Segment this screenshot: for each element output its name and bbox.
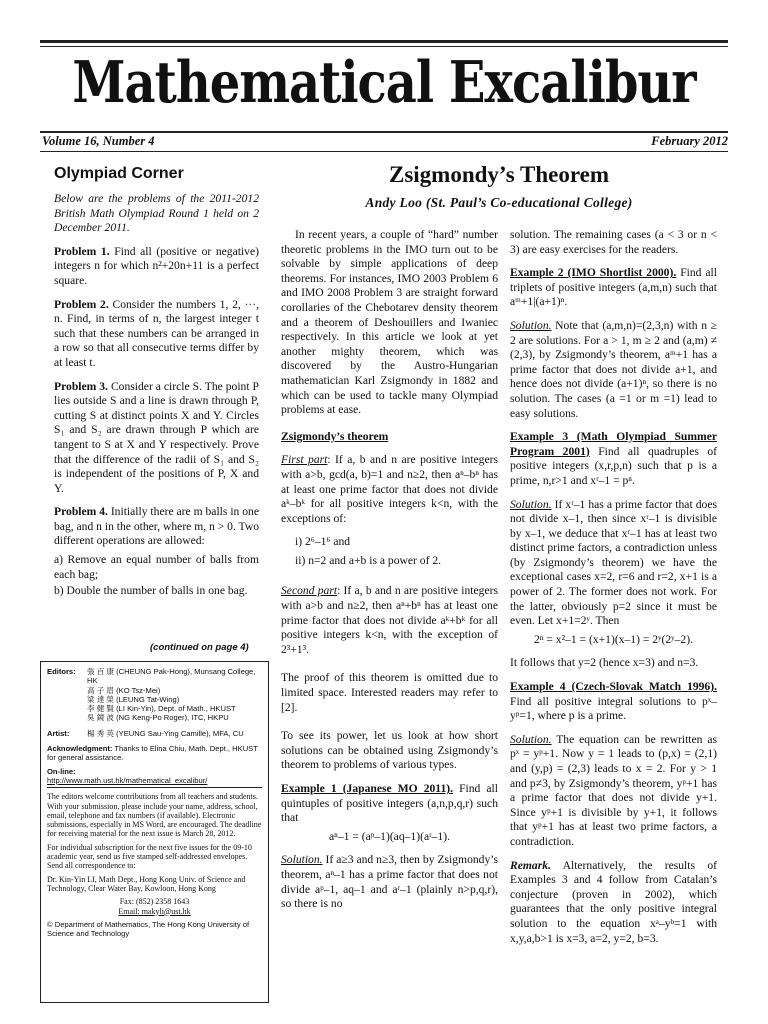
- editors-label: Editors:: [47, 667, 76, 676]
- editorial-box: [40, 661, 269, 1003]
- problem-4: [54, 505, 259, 549]
- problem-1-text: Find all (positive or negative) integers n for which n²+20n+11 is a perfect square.: [54, 244, 259, 287]
- example-1: [281, 782, 498, 826]
- example-2: [510, 266, 717, 310]
- subscription-text: For individual subscription for the next five issues for the 09-10 academic year, send us five stamped self-addressed envelopes. Send all correspondence to:: [47, 842, 252, 871]
- example-4-solution-label: Solution.: [510, 732, 552, 746]
- theorem-heading: Zsigmondy’s theorem: [281, 429, 389, 443]
- example-2-solution-text: Note that (a,m,n)=(2,3,n) with n ≥ 2 are solutions. For a > 1, m ≥ 2 and (a,m) ≠ (2,3), by Zsigmondy’s theorem, aᵐ+1 has a prime factor that does not divide a+1, and hence does not divide (a+1)ⁿ, so there is no solution. The cases (a =1 or m =1) lead to easy solutions.: [510, 318, 717, 420]
- remark-text: Alternatively, the results of Examples 3 and 4 follow from Catalan’s conjecture (proven in 2002), which guarantees that the only positive integral solution to the equation xᵃ–yᵇ=1 with x,y,a,b>1 is x=3, a=2, y=2, b=3.: [510, 858, 717, 945]
- article-title: Zsigmondy’s Theorem: [388, 162, 610, 187]
- continued-note: (continued on page 4): [150, 642, 249, 653]
- address-text: Dr. Kin-Yin LI, Math Dept., Hong Kong Univ. of Science and Technology, Clear Water Bay, Kowloon, Hong Kong: [47, 874, 246, 893]
- online: [47, 767, 262, 786]
- issue-volume: Volume 16, Number 4: [42, 134, 155, 148]
- problem-3-label: Problem 3.: [54, 379, 108, 393]
- example-3-solution-text: If xʳ–1 has a prime factor that does not divide x–1, then since xʳ–1 is divisible by x–1, we deduce that xʳ–1 has at least two distinct prime factors, a contradiction unless (by Zsigmondy’s theorem) we have the exceptional cases x=2, r=6 and r=2, x+1 is a power of 2. The former does not work. For the latter, obviously p=2 since it must be even. Let x+1=2ʸ. Then: [510, 497, 717, 628]
- issue-date: February 2012: [651, 134, 728, 148]
- masthead-title: Mathematical Excalibur: [72, 50, 696, 117]
- problem-3: [54, 380, 259, 497]
- exception-1: i) 2⁶–1⁶ and: [295, 535, 351, 549]
- acknowledgment: [47, 744, 262, 763]
- example-2-heading: Example 2 (IMO Shortlist 2000).: [510, 266, 677, 280]
- ack-label: Acknowledgment:: [47, 744, 113, 754]
- exception-2: ii) n=2 and a+b is a power of 2.: [295, 553, 442, 567]
- example-1-heading: Example 1 (Japanese MO 2011).: [281, 782, 454, 795]
- example-4-solution-text: The equation can be rewritten as pˣ = yᵖ+1. Now y = 1 leads to (p,x) = (2,1) and (y,p) = (2,3) leads to x = 2. For y > 1 and p≠3, by Zsigmondy’s theorem, yᵖ+1 has a prime factor that does not divide y+1. Since yᵖ+1 is divisible by y+1, it follows that yᵖ+1 has at least two prime factors, a contradiction.: [510, 732, 717, 848]
- editors-row: [47, 667, 262, 723]
- artist-row: [47, 729, 262, 738]
- remark: [510, 859, 717, 947]
- article-intro: In recent years, a couple of “hard” number theoretic problems in the IMO turn out to be solvable by simple applications of deep theorems. For instances, IMO 2003 Problem 6 and IMO 2008 Problem 3 are straight forward corollaries of the Chebotarev density theorem and a theorem of Deshouillers and Iwaniec respectively. In this article we look at yet another mighty theorem, which was discovered by the Austro-Hungarian mathematician Karl Zsigmondy in 1882 and which can be used to tackle many Olympiad problems at ease.: [281, 228, 498, 417]
- problem-1: [54, 245, 259, 289]
- editor-3: 梁 達 榮 (LEUNG Tat-Wing): [87, 694, 180, 704]
- problem-4-option-a: a) Remove an equal number of balls from each bag;: [54, 553, 259, 581]
- editor-5: 吳 鏡 波 (NG Keng-Po Roger), ITC, HKPU: [87, 713, 229, 723]
- example-2-solution: [510, 319, 717, 421]
- article-column-2: [510, 228, 717, 955]
- example-1-text: Find all quintuples of positive integers (a,n,p,q,r) such that: [281, 782, 498, 825]
- online-label: On-line:: [47, 766, 76, 776]
- top-rule-thick: [40, 40, 728, 43]
- artist-label: Artist:: [47, 728, 70, 738]
- fax-text: Fax: (852) 2358 1643: [119, 897, 190, 907]
- top-rule-thin: [40, 46, 728, 47]
- example-4-heading: Example 4 (Czech-Slovak Match 1996).: [510, 680, 717, 694]
- editor-4: 李 健 賢 (LI Kin-Yin), Dept. of Math., HKUST: [87, 704, 236, 714]
- second-part-text: : If a, b and n are positive integers with a>b and n≥2, then aⁿ+bⁿ has at least one prime factor that does not divide aᵏ+bᵏ for all positive integers k<n, with the exception of 2³+1³.: [281, 584, 498, 656]
- olympiad-column: [54, 192, 259, 608]
- example-1-equation: aⁿ–1 = (aᵖ–1)(aq–1)(aʳ–1).: [329, 829, 450, 843]
- first-part-text: : If a, b and n are positive integers with a>b, gcd(a, b)=1 and n≥2, then aⁿ–bⁿ has at least one prime factor that does not divide aᵏ–bᵏ for all positive integers k<n, with the exceptions of:: [281, 453, 499, 525]
- problem-4-text: Initially there are m balls in one bag, and n in the other, where m, n > 0. Two different operations are allowed:: [54, 505, 259, 548]
- power-text: To see its power, let us look at how short solutions can be obtained using Zsigmondy’s theorem to problems of various types.: [281, 729, 498, 772]
- example-3: [510, 430, 717, 488]
- second-part-label: Second part: [281, 584, 338, 598]
- article-byline: Andy Loo (St. Paul’s Co-educational College): [365, 195, 633, 210]
- example-3-conclusion: It follows that y=2 (hence x=3) and n=3.: [510, 656, 699, 670]
- example-3-solution: [510, 498, 717, 629]
- example-4-text: Find all positive integral solutions to pˣ–yᵖ=1, where p is a prime.: [510, 694, 717, 723]
- olympiad-intro: Below are the problems of the 2011-2012 British Math Olympiad Round 1 held on 2 December 2011.: [54, 192, 259, 235]
- problem-4-label: Problem 4.: [54, 505, 108, 519]
- issue-rule-top: [40, 131, 728, 133]
- problem-2-text: Consider the numbers 1, 2, ···, n. Find, in terms of n, the largest integer t such that these numbers can be arranged in a row so that all consecutive terms differ by at least t.: [54, 297, 259, 369]
- artist-name: 楊 秀 英 (YEUNG Sau-Ying Camille), MFA, CU: [87, 728, 244, 738]
- example-3-solution-label: Solution.: [510, 497, 552, 511]
- first-part: [281, 453, 498, 526]
- issue-rule-bottom: [40, 151, 728, 152]
- article-column-1: [281, 228, 498, 921]
- example-1-solution-label: Solution.: [281, 853, 323, 867]
- example-2-text: Find all triplets of positive integers (a,m,n) such that aᵐ+1|(a+1)ⁿ.: [510, 266, 718, 309]
- editor-2: 高 子 眉 (KO Tsz-Mei): [87, 685, 161, 695]
- olympiad-corner-title: Olympiad Corner: [54, 165, 184, 182]
- example-3-text: Find all quadruples of positive integers (x,r,p,n) such that p is a prime, n,r>1 and xʳ–1 = pⁿ.: [510, 444, 717, 487]
- editorial-divider: [47, 787, 262, 788]
- copyright-text: © Department of Mathematics, The Hong Kong University of Science and Technology: [47, 919, 250, 939]
- editor-1: 張 百 康 (CHEUNG Pak-Hong), Munsang College, HK: [87, 667, 256, 686]
- problem-2-label: Problem 2.: [54, 297, 109, 311]
- ack-text: Thanks to Elina Chiu, Math. Dept., HKUST for general assistance.: [47, 744, 258, 763]
- proof-omitted: The proof of this theorem is omitted due to limited space. Interested readers may refer to [2].: [281, 671, 498, 714]
- editors-list: [87, 667, 262, 723]
- contrib-text: The editors welcome contributions from all teachers and students. With your submission, please include your name, address, school, email, telephone and fax numbers (if available). Electronic submissions, especially in MS Word, are encouraged. The deadline for receiving material for the next issue is March 28, 2012.: [47, 792, 262, 839]
- column-3-continuation: solution. The remaining cases (a < 3 or n < 3) are easy exercises for the readers.: [510, 228, 717, 256]
- remark-label: Remark.: [510, 858, 551, 872]
- example-3-heading: Example 3 (Math Olympiad Summer Program 2001): [510, 430, 717, 458]
- online-link[interactable]: http://www.math.ust.hk/mathematical_excalibur/: [47, 775, 208, 785]
- second-part: [281, 584, 498, 657]
- example-3-equation: 2ⁿ = x²–1 = (x+1)(x–1) = 2ʸ(2ʸ–2).: [534, 632, 693, 646]
- example-4: [510, 680, 717, 724]
- example-4-solution: [510, 733, 717, 850]
- problem-4-option-b: b) Double the number of balls in one bag.: [54, 584, 248, 598]
- problem-2: [54, 298, 259, 371]
- example-2-solution-label: Solution.: [510, 318, 552, 332]
- problem-3-text: Consider a circle S. The point P lies outside S and a line is drawn through P, cutting S at distinct points X and Y. Circles S₁ and S₂ are drawn through P which are tangent to S at X and Y respectively. Prove that the difference of the radii of S₁ and S₂ is independent of the positions of P, X and Y.: [54, 379, 259, 495]
- first-part-label: First part: [281, 453, 328, 467]
- email-link[interactable]: Email: makyli@ust.hk: [118, 906, 191, 916]
- example-1-solution: [281, 853, 498, 911]
- problem-1-label: Problem 1.: [54, 244, 110, 258]
- example-1-solution-text: If a≥3 and n≥3, then by Zsigmondy’s theorem, aⁿ–1 has a prime factor that does not divide aᵖ–1, aq–1 and aʳ–1 (plainly n>p,q,r), so there is no: [281, 853, 498, 911]
